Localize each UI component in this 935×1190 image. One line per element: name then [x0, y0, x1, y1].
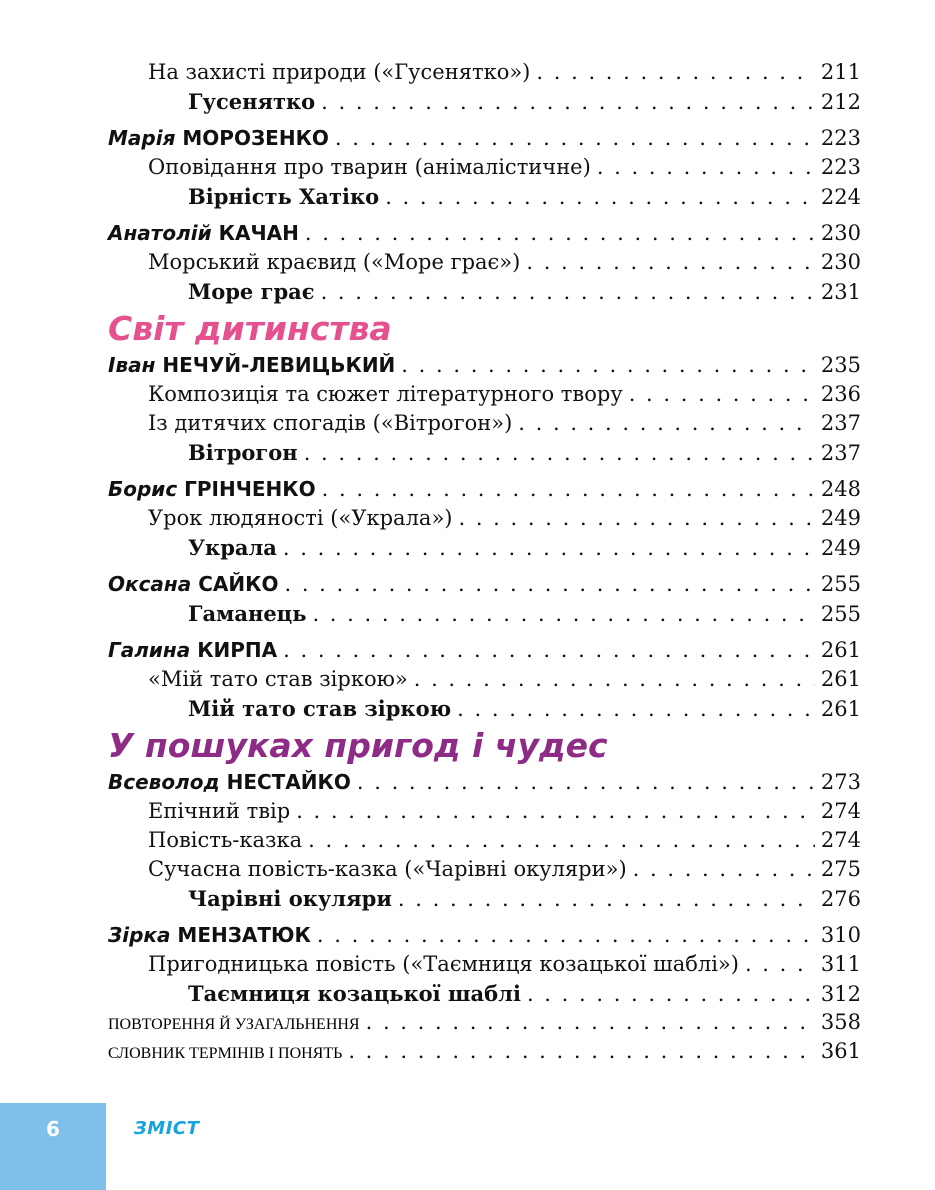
author-first-name: Оксана: [108, 572, 192, 596]
page-ref: 358: [820, 1010, 861, 1034]
toc-entry-caps: [108, 1037, 861, 1066]
page-ref: 224: [820, 185, 861, 209]
toc-entry-work: [108, 533, 861, 562]
page-ref: 275: [820, 857, 861, 881]
page-ref: 249: [820, 506, 861, 530]
toc-entry-work: [108, 438, 861, 467]
dot-leader: [633, 855, 815, 884]
dot-leader: [357, 768, 815, 797]
author-first-name: Галина: [108, 638, 191, 662]
author-first-name: Іван: [108, 353, 156, 377]
dot-leader: [296, 797, 815, 826]
page-ref: 235: [820, 353, 861, 377]
entry-title: Сучасна повість-казка («Чарівні окуляри»): [148, 857, 627, 881]
page-ref: 236: [820, 382, 861, 406]
dot-leader: [401, 351, 815, 380]
dot-leader: [366, 1008, 815, 1037]
page-ref: 255: [820, 572, 861, 596]
entry-title: Вірність Хатіко: [188, 184, 380, 209]
toc-entry-author: [108, 219, 861, 248]
author-last-name: КИРПА: [197, 638, 278, 662]
dot-leader: [518, 409, 815, 438]
footer-section-label: ЗМІСТ: [134, 1118, 200, 1139]
entry-title: Вітрогон: [188, 440, 298, 465]
toc-entry-topic: [108, 826, 861, 855]
author-first-name: Борис: [108, 477, 178, 501]
page-ref: 230: [820, 221, 861, 245]
toc-entry-topic: [108, 665, 861, 694]
toc-entry-work: [108, 884, 861, 913]
author-last-name: НЕСТАЙКО: [226, 770, 351, 794]
author-first-name: Зірка: [108, 923, 171, 947]
entry-title: Гусенятко: [188, 89, 316, 114]
author-last-name: САЙКО: [198, 572, 279, 596]
dot-leader: [457, 695, 815, 724]
toc-entry-topic: [108, 380, 861, 409]
toc-entry-topic: [108, 950, 861, 979]
dot-leader: [385, 183, 815, 212]
dot-leader: [335, 124, 815, 153]
toc-entry-work: [108, 277, 861, 306]
author-last-name: КАЧАН: [218, 221, 299, 245]
author-first-name: Всеволод: [108, 770, 220, 794]
toc-entry-topic: [108, 58, 861, 87]
entry-title: Мій тато став зіркою: [188, 696, 452, 721]
dot-leader: [321, 278, 815, 307]
toc-entry-author: [108, 921, 861, 950]
page-ref: 249: [820, 536, 861, 560]
page-ref: 274: [820, 828, 861, 852]
page-ref: 361: [820, 1039, 861, 1063]
author-name: [108, 124, 329, 153]
author-last-name: ГРІНЧЕНКО: [184, 477, 316, 501]
entry-title: Пригодницька повість («Таємниця козацької шаблі»): [148, 952, 739, 976]
page-ref: 223: [820, 155, 861, 179]
toc-entry-work: [108, 87, 861, 116]
dot-leader: [536, 58, 815, 87]
page-ref: 212: [820, 90, 861, 114]
entry-title: ПОВТОРЕННЯ Й УЗАГАЛЬНЕННЯ: [108, 1016, 360, 1033]
dot-leader: [629, 380, 815, 409]
dot-leader: [348, 1037, 815, 1066]
dot-leader: [745, 950, 815, 979]
page-ref: 248: [820, 477, 861, 501]
author-name: [108, 921, 311, 950]
entry-title: Епічний твір: [148, 799, 291, 823]
author-name: [108, 219, 299, 248]
author-name: [108, 768, 351, 797]
toc-entry-author: [108, 475, 861, 504]
toc-entry-work: [108, 694, 861, 723]
author-name: [108, 636, 277, 665]
toc-entry-topic: [108, 855, 861, 884]
entry-title: Повість-казка: [148, 828, 303, 852]
entry-title: Чарівні окуляри: [188, 886, 392, 911]
entry-title: Композиція та сюжет літературного твору: [148, 382, 623, 406]
section-heading: Світ дитинства: [108, 309, 392, 348]
toc-entry-author: [108, 351, 861, 380]
toc-entry-topic: [108, 409, 861, 438]
page-ref: 310: [820, 923, 861, 947]
page-number: 6: [46, 1117, 60, 1141]
dot-leader: [526, 248, 815, 277]
dot-leader: [414, 665, 815, 694]
page-ref: 261: [820, 667, 861, 691]
entry-title: Море грає: [188, 279, 315, 304]
dot-leader: [308, 826, 815, 855]
dot-leader: [458, 504, 814, 533]
page-ref: 230: [820, 250, 861, 274]
page-ref: 276: [820, 887, 861, 911]
entry-title: Урок людяності («Украла»): [148, 506, 453, 530]
toc-entry-topic: [108, 797, 861, 826]
author-last-name: МОРОЗЕНКО: [182, 126, 329, 150]
page-ref: 261: [820, 697, 861, 721]
author-first-name: Марія: [108, 126, 176, 150]
toc-entry-caps: [108, 1008, 861, 1037]
dot-leader: [398, 885, 815, 914]
entry-title: Із дитячих спогадів («Вітрогон»): [148, 411, 513, 435]
dot-leader: [322, 475, 815, 504]
dot-leader: [312, 600, 814, 629]
author-name: [108, 475, 316, 504]
toc-entry-topic: [108, 504, 861, 533]
toc-entry-work: [108, 979, 861, 1008]
page-ref: 311: [820, 952, 861, 976]
entry-title: Украла: [188, 535, 277, 560]
page-ref: 312: [820, 982, 861, 1006]
page-ref: 223: [820, 126, 861, 150]
dot-leader: [283, 534, 815, 563]
author-name: [108, 351, 395, 380]
dot-leader: [321, 88, 815, 117]
toc-entry-author: [108, 768, 861, 797]
dot-leader: [283, 636, 815, 665]
toc-entry-author: [108, 570, 861, 599]
toc-entry-work: [108, 182, 861, 211]
author-first-name: Анатолій: [108, 221, 212, 245]
page-ref: 211: [820, 60, 861, 84]
page-ref: 231: [820, 280, 861, 304]
page-ref: 255: [820, 602, 861, 626]
entry-title: На захисті природи («Гусенятко»): [148, 60, 531, 84]
page-ref: 261: [820, 638, 861, 662]
page-ref: 274: [820, 799, 861, 823]
author-last-name: НЕЧУЙ-ЛЕВИЦЬКИЙ: [162, 353, 396, 377]
page-ref: 237: [820, 441, 861, 465]
dot-leader: [284, 570, 814, 599]
entry-title: Гаманець: [188, 601, 307, 626]
table-of-contents: [108, 58, 861, 1066]
entry-title: «Мій тато став зіркою»: [148, 667, 408, 691]
dot-leader: [305, 219, 815, 248]
toc-entry-topic: [108, 153, 861, 182]
dot-leader: [527, 980, 815, 1009]
entry-title: Морський краєвид («Море грає»): [148, 250, 521, 274]
author-name: [108, 570, 278, 599]
page-ref: 237: [820, 411, 861, 435]
section-heading: У пошуках пригод і чудес: [108, 726, 608, 765]
toc-entry-author: [108, 636, 861, 665]
page-ref: 273: [820, 770, 861, 794]
entry-title: Оповідання про тварин (анімалістичне): [148, 155, 591, 179]
dot-leader: [597, 153, 815, 182]
entry-title: Таємниця козацької шаблі: [188, 981, 521, 1006]
dot-leader: [317, 921, 815, 950]
author-last-name: МЕНЗАТЮК: [177, 923, 311, 947]
toc-entry-work: [108, 599, 861, 628]
dot-leader: [304, 439, 815, 468]
entry-title: СЛОВНИК ТЕРМІНІВ І ПОНЯТЬ: [108, 1045, 343, 1062]
toc-entry-topic: [108, 248, 861, 277]
toc-entry-author: [108, 124, 861, 153]
